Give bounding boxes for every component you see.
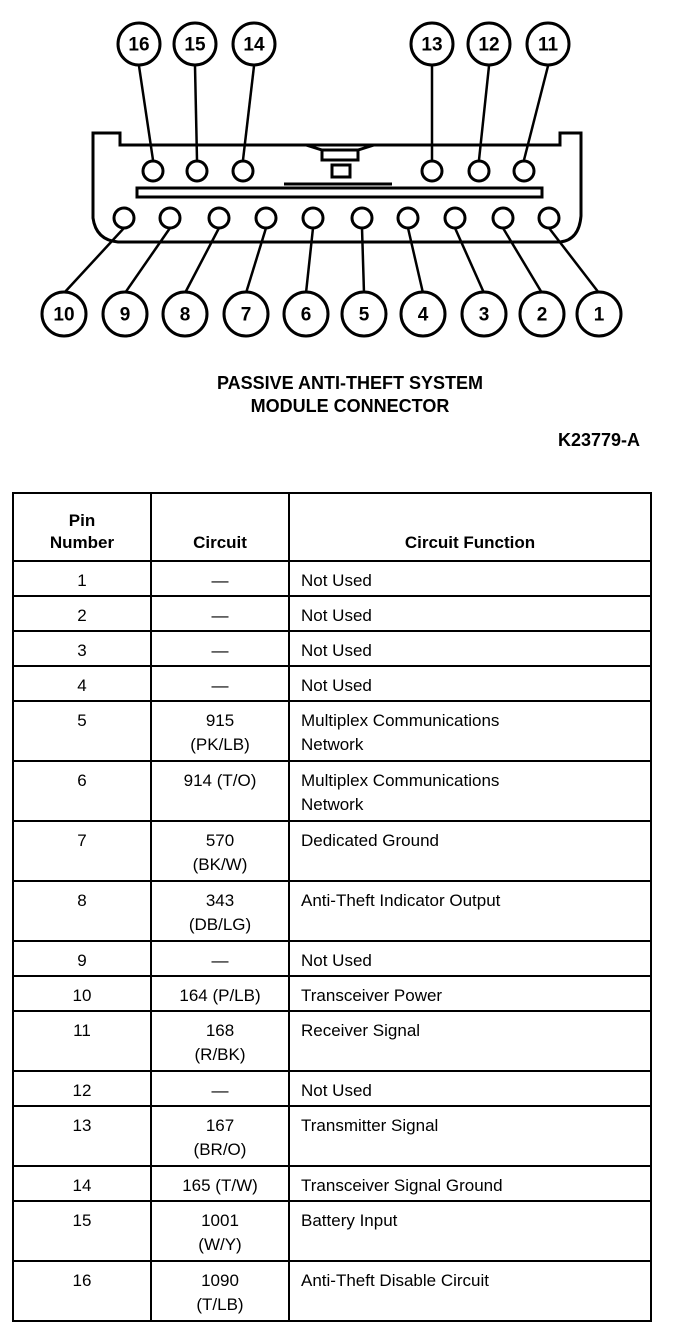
pin-callout-label: 10 — [53, 304, 75, 326]
circuit-cell: 570 (BK/W) — [151, 821, 289, 881]
connector-diagram — [0, 0, 688, 370]
pin-hole — [493, 208, 513, 228]
pin-number-cell: 5 — [13, 701, 151, 761]
table-row — [13, 821, 651, 881]
circuit-cell: 914 (T/O) — [151, 761, 289, 821]
circuit-function-cell: Dedicated Ground — [289, 821, 651, 881]
circuit-function-cell: Anti-Theft Indicator Output — [289, 881, 651, 941]
circuit-cell: — — [151, 1071, 289, 1106]
pin-callout-label: 9 — [119, 304, 131, 326]
circuit-cell: 168 (R/BK) — [151, 1011, 289, 1071]
circuit-function-cell: Anti-Theft Disable Circuit — [289, 1261, 651, 1321]
pin-number-cell: 12 — [13, 1071, 151, 1106]
pin-hole — [114, 208, 134, 228]
circuit-function-cell: Transceiver Signal Ground — [289, 1166, 651, 1201]
pin-callout-16 — [118, 23, 163, 181]
pin-callout-label: 4 — [417, 304, 429, 326]
table-row — [13, 941, 651, 976]
pin-number-cell: 15 — [13, 1201, 151, 1261]
circuit-function-cell: Not Used — [289, 1071, 651, 1106]
pin-number-cell: 3 — [13, 631, 151, 666]
table-row — [13, 761, 651, 821]
pin-callout-15 — [174, 23, 216, 181]
pin-callout-label: 16 — [128, 34, 150, 56]
circuit-cell: — — [151, 596, 289, 631]
pin-callout-label: 8 — [179, 304, 191, 326]
table-row — [13, 881, 651, 941]
connector-latch — [306, 145, 374, 160]
pin-callout-label: 2 — [536, 304, 548, 326]
table-row — [13, 1261, 651, 1321]
pin-number-cell: 10 — [13, 976, 151, 1011]
pin-callout-7 — [224, 208, 276, 336]
caption-line-1: PASSIVE ANTI-THEFT SYSTEM — [216, 373, 484, 393]
pin-hole — [514, 161, 534, 181]
pin-callout-label: 15 — [184, 34, 206, 56]
pin-hole — [422, 161, 442, 181]
pin-number-cell: 7 — [13, 821, 151, 881]
figure-id: K23779-A — [557, 430, 640, 450]
circuit-function-cell: Battery Input — [289, 1201, 651, 1261]
circuit-function-cell: Multiplex Communications Network — [289, 761, 651, 821]
table-header-row — [13, 493, 651, 561]
pin-callout-label: 14 — [243, 34, 265, 56]
circuit-cell: 1001 (W/Y) — [151, 1201, 289, 1261]
pin-hole — [469, 161, 489, 181]
table-row — [13, 976, 651, 1011]
circuit-cell: 1090 (T/LB) — [151, 1261, 289, 1321]
pin-hole — [398, 208, 418, 228]
pin-callout-label: 11 — [537, 34, 559, 56]
pin-table — [12, 492, 652, 1322]
circuit-function-cell: Not Used — [289, 666, 651, 701]
pin-callout-12 — [468, 23, 510, 181]
pin-number-cell: 2 — [13, 596, 151, 631]
table-row — [13, 701, 651, 761]
circuit-function-cell: Transmitter Signal — [289, 1106, 651, 1166]
pin-hole — [256, 208, 276, 228]
caption-line-2: MODULE CONNECTOR — [250, 396, 450, 416]
circuit-function-cell: Not Used — [289, 631, 651, 666]
circuit-cell: — — [151, 561, 289, 596]
pin-callout-label: 5 — [358, 304, 370, 326]
circuit-cell: — — [151, 666, 289, 701]
circuit-cell: 164 (P/LB) — [151, 976, 289, 1011]
header-pin-number: Pin Number — [13, 493, 151, 561]
circuit-function-cell: Not Used — [289, 941, 651, 976]
circuit-cell: — — [151, 941, 289, 976]
table-row — [13, 1166, 651, 1201]
table-row — [13, 1011, 651, 1071]
pin-hole — [539, 208, 559, 228]
pin-callout-label: 6 — [300, 304, 312, 326]
circuit-cell: 165 (T/W) — [151, 1166, 289, 1201]
circuit-function-cell: Transceiver Power — [289, 976, 651, 1011]
pin-number-cell: 14 — [13, 1166, 151, 1201]
pin-callout-5 — [342, 208, 386, 336]
pin-number-cell: 8 — [13, 881, 151, 941]
pin-hole — [352, 208, 372, 228]
table-row — [13, 561, 651, 596]
pin-callout-14 — [233, 23, 275, 181]
pin-number-cell: 9 — [13, 941, 151, 976]
circuit-function-cell: Receiver Signal — [289, 1011, 651, 1071]
pin-number-cell: 4 — [13, 666, 151, 701]
pin-hole — [160, 208, 180, 228]
pin-hole — [233, 161, 253, 181]
pin-hole — [445, 208, 465, 228]
pin-callout-label: 3 — [478, 304, 490, 326]
circuit-function-cell: Not Used — [289, 596, 651, 631]
pin-callout-4 — [398, 208, 445, 336]
pin-callout-label: 13 — [421, 34, 443, 56]
circuit-cell: 167 (BR/O) — [151, 1106, 289, 1166]
circuit-function-cell: Not Used — [289, 561, 651, 596]
diagram-caption — [0, 372, 688, 418]
pin-callout-label: 1 — [593, 304, 605, 326]
table-row — [13, 596, 651, 631]
table-row — [13, 1071, 651, 1106]
pin-number-cell: 16 — [13, 1261, 151, 1321]
table-row — [13, 666, 651, 701]
pin-callout-11 — [514, 23, 569, 181]
circuit-cell: 343 (DB/LG) — [151, 881, 289, 941]
pin-number-cell: 11 — [13, 1011, 151, 1071]
pin-hole — [187, 161, 207, 181]
circuit-cell: 915 (PK/LB) — [151, 701, 289, 761]
table-row — [13, 1201, 651, 1261]
pin-hole — [143, 161, 163, 181]
header-circuit: Circuit — [151, 493, 289, 561]
table-row — [13, 1106, 651, 1166]
circuit-cell: — — [151, 631, 289, 666]
pin-number-cell: 6 — [13, 761, 151, 821]
pin-number-cell: 1 — [13, 561, 151, 596]
pin-callout-13 — [411, 23, 453, 181]
pin-callout-label: 7 — [240, 304, 252, 326]
connector-divider — [137, 188, 542, 197]
pin-callout-label: 12 — [478, 34, 500, 56]
pin-hole — [209, 208, 229, 228]
table-row — [13, 631, 651, 666]
pin-hole — [303, 208, 323, 228]
circuit-function-cell: Multiplex Communications Network — [289, 701, 651, 761]
header-circuit-function: Circuit Function — [289, 493, 651, 561]
pin-callout-6 — [284, 208, 328, 336]
latch-detail — [332, 165, 350, 177]
pin-number-cell: 13 — [13, 1106, 151, 1166]
